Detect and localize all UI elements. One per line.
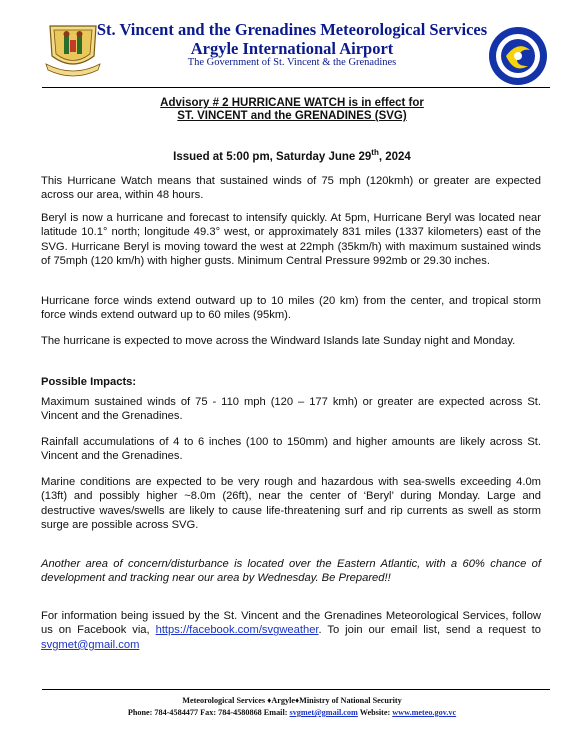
- impacts-heading: Possible Impacts:: [41, 376, 137, 388]
- government-subtitle: The Government of St. Vincent & the Grenadines: [187, 57, 397, 68]
- paragraph-forecast-track: The hurricane is expected to move across the Windward Islands late Sunday night and Monday.: [41, 335, 516, 347]
- footer-line1: Meteorological Services ♦Argyle♦Ministry of National Security: [182, 696, 402, 705]
- paragraph-watch-definition: This Hurricane Watch means that sustained winds of 75 mph (120kmh) or greater are expected across our area, within 48 hours.: [41, 175, 541, 202]
- issued-prefix: Issued at 5:00 pm, Saturday June 29: [173, 150, 372, 163]
- paragraph-impact-marine: Marine conditions are expected to be very rough and hazardous with sea-swells exceeding 4.0m (13ft) and possibly higher ~8.0m (26ft), near the center of ‘Beryl’ during Monday. Large and destructive waves/swells are likely to cause life-threatening surf and rip currents as swell as storm surge are possible across SVG.: [41, 476, 541, 532]
- footer-website-label: Website:: [357, 708, 393, 717]
- issued-time: [0, 148, 584, 163]
- footer-divider: [42, 689, 550, 690]
- footer-email-link[interactable]: svgmet@gmail.com: [289, 708, 358, 717]
- paragraph-contact-info: [41, 609, 541, 652]
- advisory-title-line2: ST. VINCENT and the GRENADINES (SVG): [177, 110, 407, 122]
- contact-text-b: . To join our email list, send a request to: [318, 624, 542, 637]
- airport-title: Argyle International Airport: [190, 39, 394, 58]
- org-title: St. Vincent and the Grenadines Meteorological Services: [96, 20, 488, 39]
- issued-year: , 2024: [378, 150, 411, 163]
- paragraph-eastern-atlantic: Another area of concern/disturbance is located over the Eastern Atlantic, with a 60% chance of development and tracking near our area by Wednesday. Be Prepared!!: [41, 558, 541, 585]
- facebook-link[interactable]: https://facebook.com/svgweather: [155, 624, 319, 637]
- issued-suffix: th: [371, 148, 379, 157]
- footer-contact: [0, 708, 584, 717]
- header-divider: [42, 87, 550, 88]
- paragraph-beryl-status: Beryl is now a hurricane and forecast to intensify quickly. At 5pm, Hurricane Beryl was located near latitude 10.1° north; longitude 49.3° west, or approximately 831 miles (1337 kilometers) east of the SVG. Hurricane Beryl is moving toward the west at 22mph (35km/h) with maximum sustained winds of 75mph (120 km/h) with higher gusts. Minimum Central Pressure 992mb or 29.30 inches.: [41, 212, 541, 268]
- paragraph-impact-rainfall: Rainfall accumulations of 4 to 6 inches (100 to 150mm) and higher amounts are likely across St. Vincent and the Grenadines.: [41, 436, 541, 463]
- paragraph-wind-extent: Hurricane force winds extend outward up to 10 miles (20 km) from the center, and tropical storm force winds extend outward up to 60 miles (95km).: [41, 295, 541, 322]
- advisory-title-line1: Advisory # 2 HURRICANE WATCH is in effect for: [160, 97, 424, 109]
- footer-phone: Phone: 784-4584477 Fax: 784-4580868 Email:: [127, 708, 290, 717]
- email-link[interactable]: svgmet@gmail.com: [41, 638, 140, 651]
- paragraph-impact-winds: Maximum sustained winds of 75 - 110 mph (120 – 177 kmh) or greater are expected across St. Vincent and the Grenadines.: [41, 396, 541, 423]
- contact-text-a: For information being issued by the St. Vincent and the Grenadines Meteorological Services, follow us on Facebook via,: [41, 610, 541, 637]
- footer-website-link[interactable]: www.meteo.gov.vc: [392, 708, 457, 717]
